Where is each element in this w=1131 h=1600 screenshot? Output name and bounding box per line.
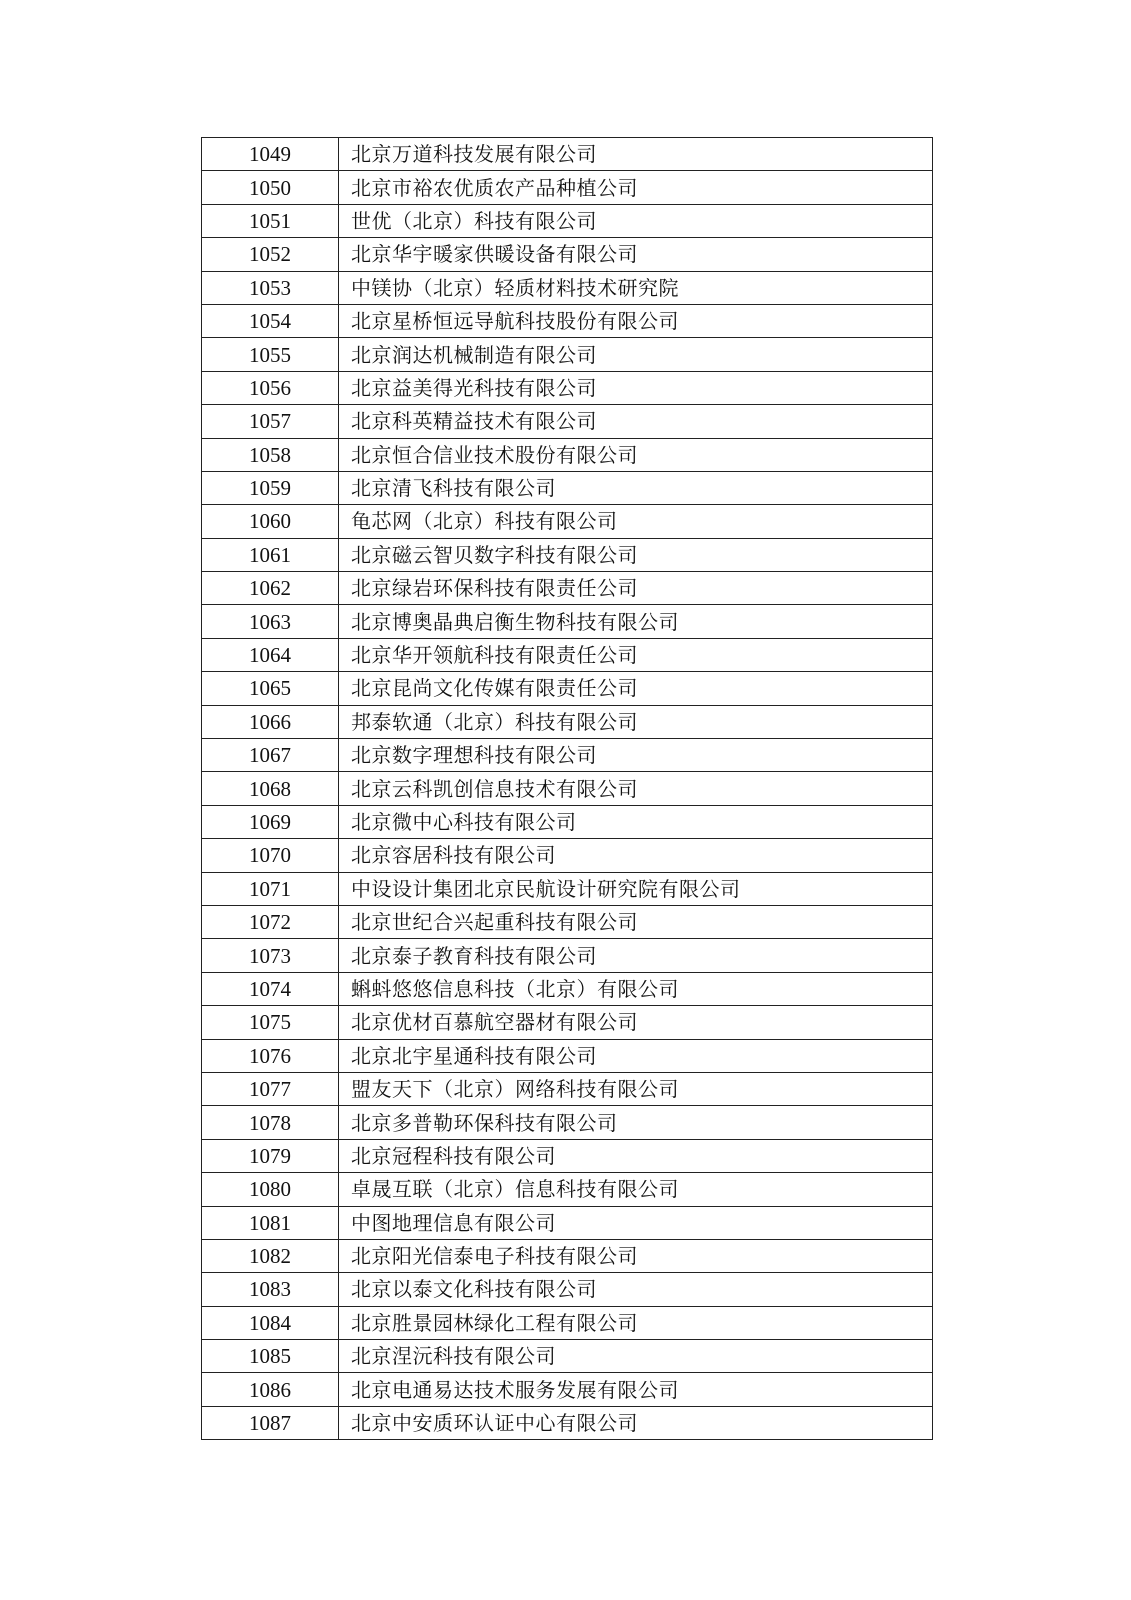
table-row [202, 572, 933, 605]
company-name: 北京多普勒环保科技有限公司 [339, 1106, 933, 1139]
row-number: 1061 [202, 538, 339, 571]
company-name: 北京数字理想科技有限公司 [339, 739, 933, 772]
company-name: 邦泰软通（北京）科技有限公司 [339, 705, 933, 738]
company-list-table [201, 137, 933, 1440]
company-name: 卓晟互联（北京）信息科技有限公司 [339, 1173, 933, 1206]
table-row [202, 638, 933, 671]
row-number: 1067 [202, 739, 339, 772]
company-name: 北京万道科技发展有限公司 [339, 138, 933, 171]
row-number: 1071 [202, 872, 339, 905]
company-name: 北京北宇星通科技有限公司 [339, 1039, 933, 1072]
table-row [202, 1306, 933, 1339]
table-row [202, 438, 933, 471]
table-row [202, 739, 933, 772]
table-row [202, 1072, 933, 1105]
company-name: 北京科英精益技术有限公司 [339, 405, 933, 438]
company-name: 世优（北京）科技有限公司 [339, 204, 933, 237]
table-row [202, 839, 933, 872]
company-name: 北京市裕农优质农产品种植公司 [339, 171, 933, 204]
row-number: 1064 [202, 638, 339, 671]
table-row [202, 705, 933, 738]
company-name: 龟芯网（北京）科技有限公司 [339, 505, 933, 538]
table-row [202, 405, 933, 438]
table-row [202, 1106, 933, 1139]
table-row [202, 238, 933, 271]
row-number: 1074 [202, 972, 339, 1005]
table-row [202, 1173, 933, 1206]
company-name: 北京绿岩环保科技有限责任公司 [339, 572, 933, 605]
table-row [202, 1039, 933, 1072]
row-number: 1062 [202, 572, 339, 605]
row-number: 1065 [202, 672, 339, 705]
table-row [202, 505, 933, 538]
row-number: 1083 [202, 1273, 339, 1306]
table-row [202, 338, 933, 371]
company-name: 北京中安质环认证中心有限公司 [339, 1406, 933, 1439]
row-number: 1079 [202, 1139, 339, 1172]
company-name: 北京胜景园林绿化工程有限公司 [339, 1306, 933, 1339]
company-name: 北京优材百慕航空器材有限公司 [339, 1006, 933, 1039]
company-name: 北京星桥恒远导航科技股份有限公司 [339, 304, 933, 337]
table-row [202, 605, 933, 638]
company-name: 北京润达机械制造有限公司 [339, 338, 933, 371]
table-row [202, 872, 933, 905]
company-name: 北京清飞科技有限公司 [339, 471, 933, 504]
company-name: 北京华宇暖家供暖设备有限公司 [339, 238, 933, 271]
company-name: 中镁协（北京）轻质材料技术研究院 [339, 271, 933, 304]
table-row [202, 471, 933, 504]
table-row [202, 672, 933, 705]
row-number: 1078 [202, 1106, 339, 1139]
table-row [202, 1340, 933, 1373]
table-row [202, 1373, 933, 1406]
row-number: 1084 [202, 1306, 339, 1339]
row-number: 1087 [202, 1406, 339, 1439]
row-number: 1052 [202, 238, 339, 271]
row-number: 1082 [202, 1239, 339, 1272]
table-row [202, 204, 933, 237]
row-number: 1076 [202, 1039, 339, 1072]
row-number: 1069 [202, 805, 339, 838]
row-number: 1070 [202, 839, 339, 872]
row-number: 1054 [202, 304, 339, 337]
table-row [202, 939, 933, 972]
company-name: 北京云科凯创信息技术有限公司 [339, 772, 933, 805]
row-number: 1057 [202, 405, 339, 438]
table-row [202, 171, 933, 204]
table-row [202, 1273, 933, 1306]
table-row [202, 972, 933, 1005]
company-name: 蝌蚪悠悠信息科技（北京）有限公司 [339, 972, 933, 1005]
company-name: 北京恒合信业技术股份有限公司 [339, 438, 933, 471]
company-name: 北京电通易达技术服务发展有限公司 [339, 1373, 933, 1406]
company-name: 北京世纪合兴起重科技有限公司 [339, 905, 933, 938]
table-row [202, 805, 933, 838]
row-number: 1080 [202, 1173, 339, 1206]
company-name: 中设设计集团北京民航设计研究院有限公司 [339, 872, 933, 905]
table-row [202, 1406, 933, 1439]
company-name: 盟友天下（北京）网络科技有限公司 [339, 1072, 933, 1105]
table-row [202, 1006, 933, 1039]
row-number: 1053 [202, 271, 339, 304]
table-row [202, 1139, 933, 1172]
company-name: 北京微中心科技有限公司 [339, 805, 933, 838]
row-number: 1081 [202, 1206, 339, 1239]
row-number: 1058 [202, 438, 339, 471]
table-row [202, 304, 933, 337]
table-row [202, 371, 933, 404]
company-name: 北京以泰文化科技有限公司 [339, 1273, 933, 1306]
row-number: 1075 [202, 1006, 339, 1039]
company-name: 北京涅沅科技有限公司 [339, 1340, 933, 1373]
table-row [202, 271, 933, 304]
table-row [202, 1239, 933, 1272]
row-number: 1086 [202, 1373, 339, 1406]
company-list-body [202, 138, 933, 1440]
row-number: 1060 [202, 505, 339, 538]
table-row [202, 1206, 933, 1239]
table-row [202, 538, 933, 571]
row-number: 1059 [202, 471, 339, 504]
company-name: 北京容居科技有限公司 [339, 839, 933, 872]
row-number: 1072 [202, 905, 339, 938]
table-row [202, 138, 933, 171]
company-name: 北京博奥晶典启衡生物科技有限公司 [339, 605, 933, 638]
row-number: 1063 [202, 605, 339, 638]
company-name: 北京阳光信泰电子科技有限公司 [339, 1239, 933, 1272]
company-name: 北京华开领航科技有限责任公司 [339, 638, 933, 671]
company-name: 中图地理信息有限公司 [339, 1206, 933, 1239]
company-name: 北京益美得光科技有限公司 [339, 371, 933, 404]
row-number: 1051 [202, 204, 339, 237]
row-number: 1066 [202, 705, 339, 738]
row-number: 1056 [202, 371, 339, 404]
row-number: 1049 [202, 138, 339, 171]
row-number: 1055 [202, 338, 339, 371]
row-number: 1050 [202, 171, 339, 204]
company-name: 北京昆尚文化传媒有限责任公司 [339, 672, 933, 705]
table-row [202, 905, 933, 938]
row-number: 1073 [202, 939, 339, 972]
row-number: 1085 [202, 1340, 339, 1373]
company-name: 北京泰子教育科技有限公司 [339, 939, 933, 972]
company-name: 北京冠程科技有限公司 [339, 1139, 933, 1172]
table-row [202, 772, 933, 805]
row-number: 1068 [202, 772, 339, 805]
row-number: 1077 [202, 1072, 339, 1105]
company-name: 北京磁云智贝数字科技有限公司 [339, 538, 933, 571]
